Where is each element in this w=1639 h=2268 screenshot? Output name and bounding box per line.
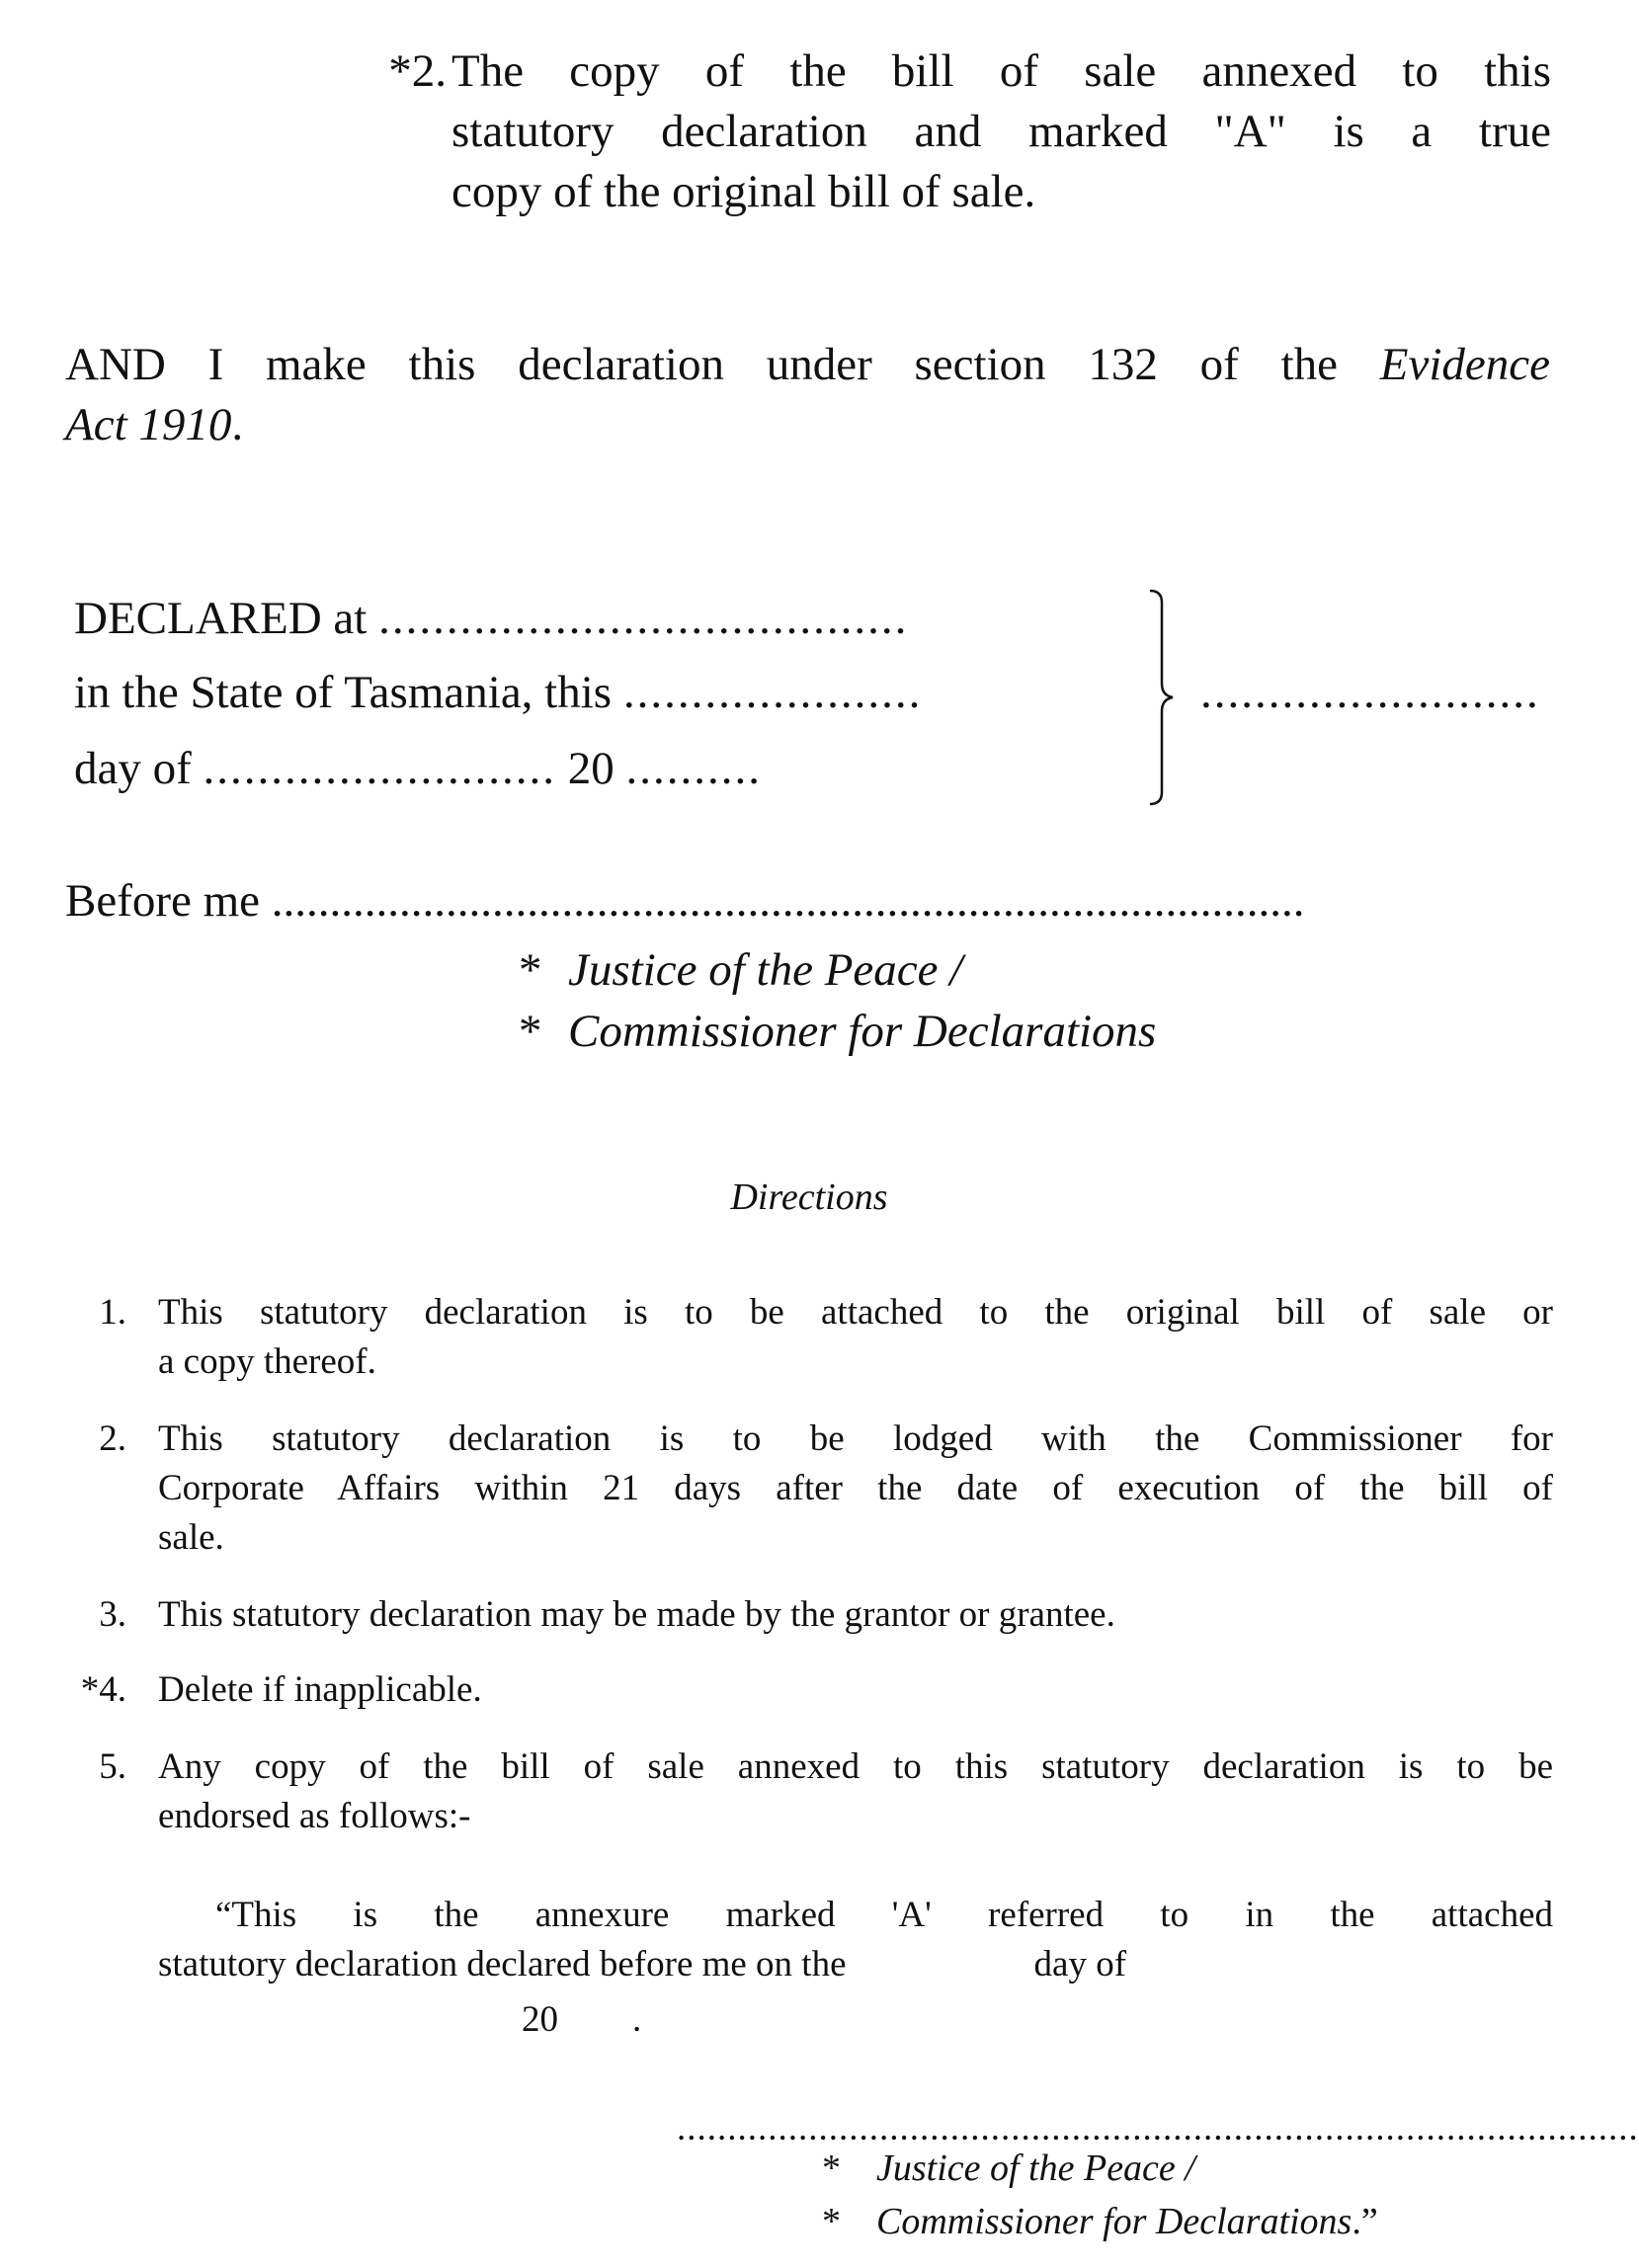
endorsement-officer-justice	[822, 2142, 1195, 2195]
asterisk-marker: *	[519, 944, 542, 996]
direction-4-number: *4.	[80, 1669, 126, 1710]
witness-signature-field[interactable]: .........................................................................................	[271, 875, 1305, 927]
direction-1-text	[158, 1288, 1553, 1387]
direction-5-number: 5.	[99, 1746, 126, 1787]
direction-5-line-1: Any copy of the bill of sale annexed to this statutory declaration is to be	[158, 1746, 1553, 1787]
declaration-statement	[65, 335, 1550, 455]
directions-heading: Directions	[730, 1176, 888, 1218]
direction-1-line-2: a copy thereof.	[158, 1341, 376, 1382]
declared-at-place-field[interactable]: .......................................	[378, 593, 909, 644]
declaration-statement-line-1	[65, 335, 1550, 395]
justice-of-the-peace-label: Justice of the Peace /	[568, 944, 963, 996]
day-of-label: day of	[74, 743, 192, 794]
direction-2-line-3: sale.	[158, 1517, 224, 1558]
declared-day-field[interactable]: ......................	[622, 667, 923, 718]
right-brace	[1146, 589, 1176, 806]
paragraph-2-number: *2.	[388, 45, 447, 97]
state-line	[74, 664, 922, 721]
paragraph-2-line-2: statutory declaration and marked "A" is a true	[451, 106, 1551, 157]
act-name-part-2: Act 1910	[65, 399, 232, 450]
endorsement-line-2	[158, 1940, 1553, 1989]
endorsement-closing-quote: .”	[1352, 2201, 1378, 2242]
direction-2-line-1: This statutory declaration is to be lodged with the Commissioner for	[158, 1418, 1553, 1459]
before-me-label: Before me	[65, 875, 261, 927]
endorsement-commissioner-label: Commissioner for Declarations	[876, 2201, 1352, 2242]
act-name-period: .	[231, 399, 244, 450]
asterisk-marker: *	[822, 2147, 841, 2189]
endorsement-line-2-start: statutory declaration declared before me on the	[158, 1944, 847, 1984]
officer-title-justice	[519, 939, 962, 1001]
declarant-signature-field[interactable]: .........................	[1200, 667, 1540, 718]
declared-at-label: DECLARED at	[74, 593, 368, 644]
before-me-line	[65, 871, 1305, 932]
declared-month-field[interactable]: ..........................	[203, 743, 557, 794]
declared-year-field[interactable]: ..........	[625, 743, 763, 794]
state-label: in the State of Tasmania, this	[74, 667, 613, 718]
direction-1-line-1: This statutory declaration is to be attached to the original bill of sale or	[158, 1292, 1553, 1333]
year-prefix: 20	[567, 743, 615, 794]
endorsement-line-2-end: day of	[1033, 1944, 1127, 1984]
direction-4-text: Delete if inapplicable.	[158, 1669, 482, 1710]
endorsement-signature-field[interactable]: ...............................................................................................	[677, 2108, 1639, 2148]
asterisk-marker: *	[822, 2201, 841, 2242]
endorsement-year: 20	[522, 1999, 558, 2040]
endorsement-line-1: “This is the annexure marked 'A' referred to in the attached	[215, 1895, 1553, 1935]
direction-2-line-2: Corporate Affairs within 21 days after the date of execution of the bill of	[158, 1468, 1553, 1508]
paragraph-2-line-3: copy of the original bill of sale.	[451, 166, 1036, 217]
direction-2-text	[158, 1415, 1553, 1563]
endorsement-year-period: .	[632, 1999, 642, 2040]
endorsement-text	[158, 1891, 1553, 1989]
direction-5-text	[158, 1742, 1553, 1841]
declared-at-line	[74, 590, 908, 647]
declaration-statement-line-2	[65, 395, 1550, 455]
direction-1-number: 1.	[99, 1292, 126, 1333]
asterisk-marker: *	[519, 1006, 542, 1057]
paragraph-2-line-1: The copy of the bill of sale annexed to this	[451, 45, 1551, 97]
direction-3-number: 3.	[99, 1594, 126, 1635]
endorsement-officer-commissioner	[822, 2195, 1378, 2248]
endorsement-justice-label: Justice of the Peace /	[876, 2147, 1195, 2189]
paragraph-2-text	[451, 41, 1551, 222]
act-name-part-1: Evidence	[1379, 339, 1550, 390]
officer-title-commissioner	[519, 1001, 1156, 1062]
direction-3-text: This statutory declaration may be made by the grantor or grantee.	[158, 1594, 1115, 1635]
direction-2-number: 2.	[99, 1418, 126, 1459]
day-of-line	[74, 740, 762, 797]
commissioner-for-declarations-label: Commissioner for Declarations	[568, 1006, 1157, 1057]
direction-5-line-2: endorsed as follows:-	[158, 1796, 471, 1836]
declaration-statement-text: AND I make this declaration under section 132 of the	[65, 339, 1339, 390]
